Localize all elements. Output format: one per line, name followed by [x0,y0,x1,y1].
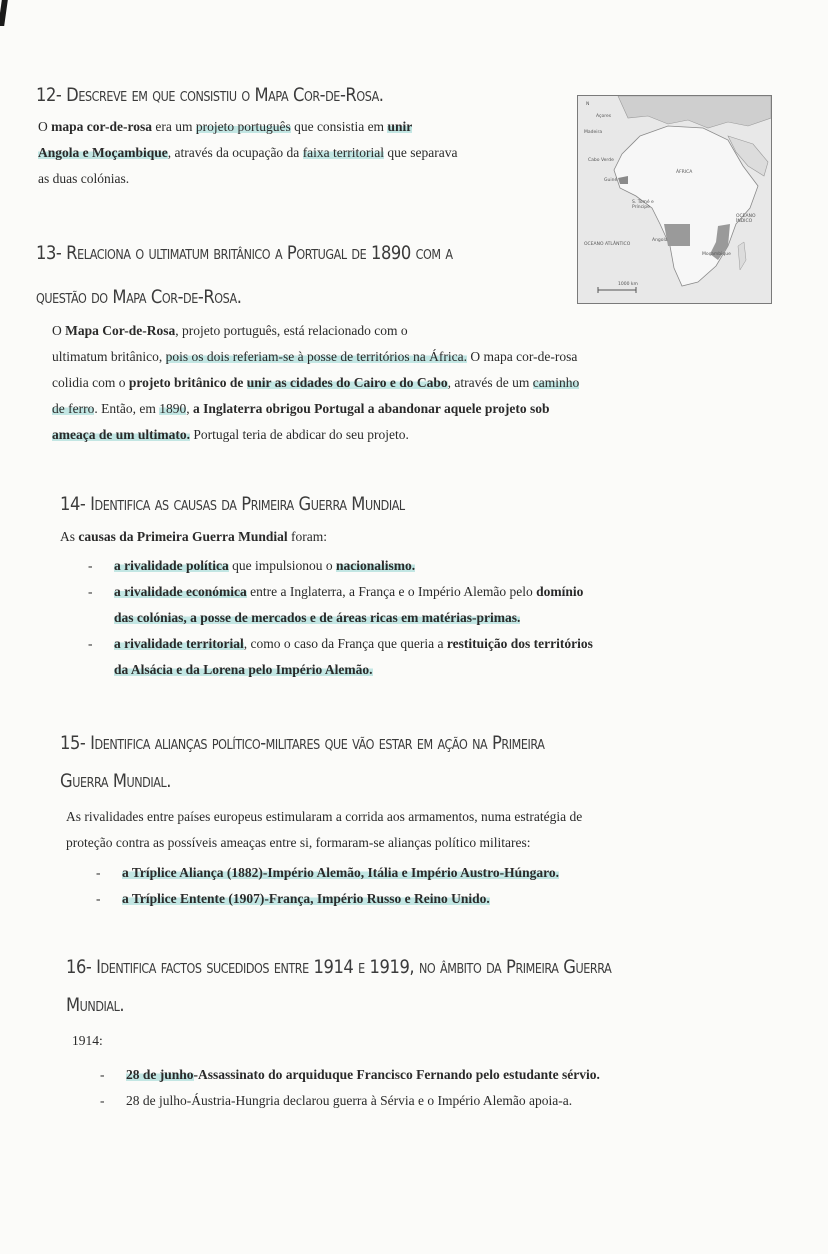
q13-answer [52,318,579,448]
q14-cause-economic-cont: das colónias, a posse de mercados e de áreas ricas em matérias-primas. [114,610,521,625]
q14-cause-political: - a rivalidade política que impulsionou o nacionalismo. [88,558,416,573]
map-label-scale: 1000 km [618,282,638,287]
q15-answer [66,804,582,856]
q14-causes-list [88,553,593,683]
q13-heading-line-1: 13- Relaciona o ultimatum britânico a Portugal de 1890 com a [36,242,453,264]
q12-answer [38,114,458,192]
q12-heading: 12- Descreve em que consistiu o Mapa Cor-de-Rosa. [36,84,384,106]
map-label-cabo-verde: Cabo Verde [588,158,614,163]
q14-intro: As causas da Primeira Guerra Mundial foram: [60,529,328,544]
africa-map-drawing [578,96,771,303]
q16-facts-list [100,1062,600,1114]
map-label-acores: Açores [596,114,612,119]
q15-heading-line-1: 15- Identifica alianças político-militares que vão estar em ação na Primeira [60,732,545,754]
q14-cause-economic: - a rivalidade económica entre a Inglaterra, a França e o Império Alemão pelo domínio [88,584,584,599]
q15-alliances-list [96,860,559,912]
map-label-guine: Guiné [604,178,618,183]
map-label-africa: ÁFRICA [676,170,693,175]
q14-heading: 14- Identifica as causas da Primeira Guerra Mundial [60,493,405,515]
map-label-north: N [586,102,590,107]
map-label-mocambique: Moçambique [702,252,731,257]
q12-line-2: Angola e Moçambique, através da ocupação da faixa territorial que separava [38,145,458,160]
map-label-stome: S. Tomé e Príncipe [632,200,654,210]
africa-map-image [577,95,772,304]
q15-line-2: proteção contra as possíveis ameaças entre si, formaram-se alianças político militares: [66,835,531,850]
q15-alliance-triple-entente: - a Tríplice Entente (1907)-França, Império Russo e Reino Unido. [96,891,490,906]
q13-line-3: colidia com o projeto britânico de unir as cidades do Cairo e do Cabo, através de um caminho [52,375,580,390]
map-label-oceano-atlantico: OCEANO ATLÂNTICO [584,242,631,247]
q12-line-3: as duas colónias. [38,171,130,186]
q15-alliance-triple-alliance: - a Tríplice Aliança (1882)-Império Alemão, Itália e Império Austro-Húngaro. [96,865,559,880]
q16-fact-assassination: - 28 de junho-Assassinato do arquiduque Francisco Fernando pelo estudante sérvio. [100,1067,600,1082]
q12-line-1: O mapa cor-de-rosa era um projeto português que consistia em unir [38,119,413,134]
q16-year: 1914: [72,1033,103,1048]
map-label-madeira: Madeira [584,130,603,135]
q13-line-5: ameaça de um ultimato. Portugal teria de abdicar do seu projeto. [52,427,409,442]
q14-cause-territorial-cont: da Alsácia e da Lorena pelo Império Alemão. [114,662,373,677]
q16-heading-line-2: Mundial. [66,994,125,1016]
q13-line-4: de ferro. Então, em 1890, a Inglaterra obrigou Portugal a abandonar aquele projeto sob [52,401,550,416]
q16-heading-line-1: 16- Identifica factos sucedidos entre 1914 e 1919, no âmbito da Primeira Guerra [66,956,612,978]
q13-line-1: O Mapa Cor-de-Rosa, projeto português, está relacionado com o [52,323,408,338]
q15-heading-line-2: Guerra Mundial. [60,770,172,792]
map-label-oceano-indico: OCEANO ÍNDICO [736,214,756,224]
q15-line-1: As rivalidades entre países europeus estimularam a corrida aos armamentos, numa estratégia de [66,809,583,824]
q13-line-2: ultimatum britânico, pois os dois referiam-se à posse de territórios na África. O mapa cor-de-rosa [52,349,578,364]
q13-heading-line-2: questão do Mapa Cor-de-Rosa. [36,286,242,308]
q16-fact-declaration: - 28 de julho-Áustria-Hungria declarou guerra à Sérvia e o Império Alemão apoia-a. [100,1093,573,1108]
q14-cause-territorial: - a rivalidade territorial, como o caso da França que queria a restituição dos territórios [88,636,593,651]
page-corner-mark [0,0,8,26]
map-label-angola: Angola [652,238,668,243]
